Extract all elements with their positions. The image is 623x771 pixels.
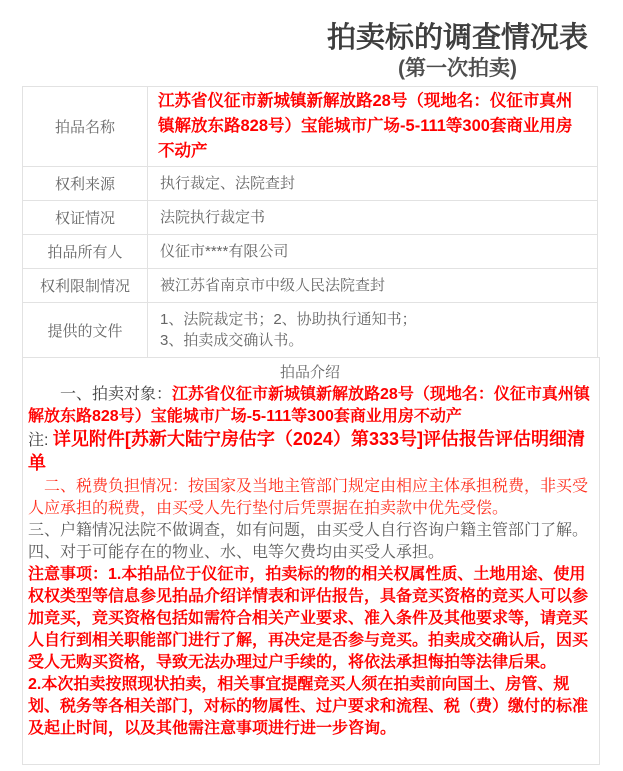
row-value-certificate: 法院执行裁定书 [148,201,598,235]
auction-info-table [22,86,598,358]
row-value-item-name: 江苏省仪征市新城镇新解放路28号（现地名：仪征市真州镇解放东路828号）宝能城市广场-5-111等300套商业用房不动产 [148,87,598,167]
row-label-right-source: 权利来源 [23,167,148,201]
notice-paragraph-1: 注意事项：1.本拍品位于仪征市，拍卖标的物的相关权属性质、土地用途、使用权权类型等信息参见拍品介绍详情表和评估报告，具备竞买资格的竞买人可以参加竞买，竞买资格包括如需符合相关产业要求、准入条件及其他要求等，请竞买人自行到相关职能部门进行了解，再决定是否参与竞买。拍卖成交确认后，因买受人无购买资格，导致无法办理过户手续的，将依法承担悔拍等法律后果。 [28,566,589,671]
table-row-item-name [23,87,598,167]
row-label-documents: 提供的文件 [23,303,148,358]
table-row-documents [23,303,598,358]
auction-target-value: 江苏省仪征市新城镇新解放路28号（现地名：仪征市真州镇解放东路828号）宝能城市广场-5-111等300套商业用房不动产 [28,386,590,425]
arrears-paragraph: 四、对于可能存在的物业、水、电等欠费均由买受人承担。 [28,544,445,561]
row-value-owner: 仪征市****有限公司 [148,235,598,269]
row-value-documents [148,303,598,358]
auction-target-label: 一、拍卖对象： [60,386,173,403]
household-paragraph: 三、户籍情况法院不做调查，如有问题，由买受人自行咨询户籍主管部门了解。 [28,522,589,539]
page-title: 拍卖标的调查情况表 [326,22,588,54]
documents-line-2: 3、拍卖成交确认书。 [160,332,304,349]
row-value-restriction: 被江苏省南京市中级人民法院查封 [148,269,598,303]
header [300,22,615,82]
row-label-restriction: 权利限制情况 [23,269,148,303]
row-label-owner: 拍品所有人 [23,235,148,269]
table-row-owner [23,235,598,269]
note-label: 注: [28,432,53,449]
documents-line-1: 1、法院裁定书；2、协助执行通知书； [160,311,417,328]
notice-paragraph-2: 2.本次拍卖按照现状拍卖，相关事宜提醒竞买人须在拍卖前向国土、房管、规划、税务等各相关部门，对标的物属性、过户要求和流程、税（费）缴付的标准及起止时间，以及其他需注意事项进行进一步咨询。 [28,676,589,737]
note-paragraph [28,428,592,476]
row-value-right-source: 执行裁定、法院查封 [148,167,598,201]
table-row-restriction [23,269,598,303]
row-label-certificate: 权证情况 [23,201,148,235]
note-value: 详见附件[苏新大陆宁房估字（2024）第333号]评估报告评估明细清单 [28,429,585,473]
intro-section [22,357,600,765]
row-label-item-name: 拍品名称 [23,87,148,167]
table-row-right-source [23,167,598,201]
auction-target-paragraph [28,384,592,428]
page-subtitle: (第一次拍卖) [398,57,517,80]
tax-paragraph: 二、税费负担情况：按国家及当地主管部门规定由相应主体承担税费，非买受人应承担的税费，由买受人先行垫付后凭票据在拍卖款中优先受偿。 [28,478,589,517]
table-row-certificate [23,201,598,235]
intro-heading: 拍品介绍 [279,364,340,381]
